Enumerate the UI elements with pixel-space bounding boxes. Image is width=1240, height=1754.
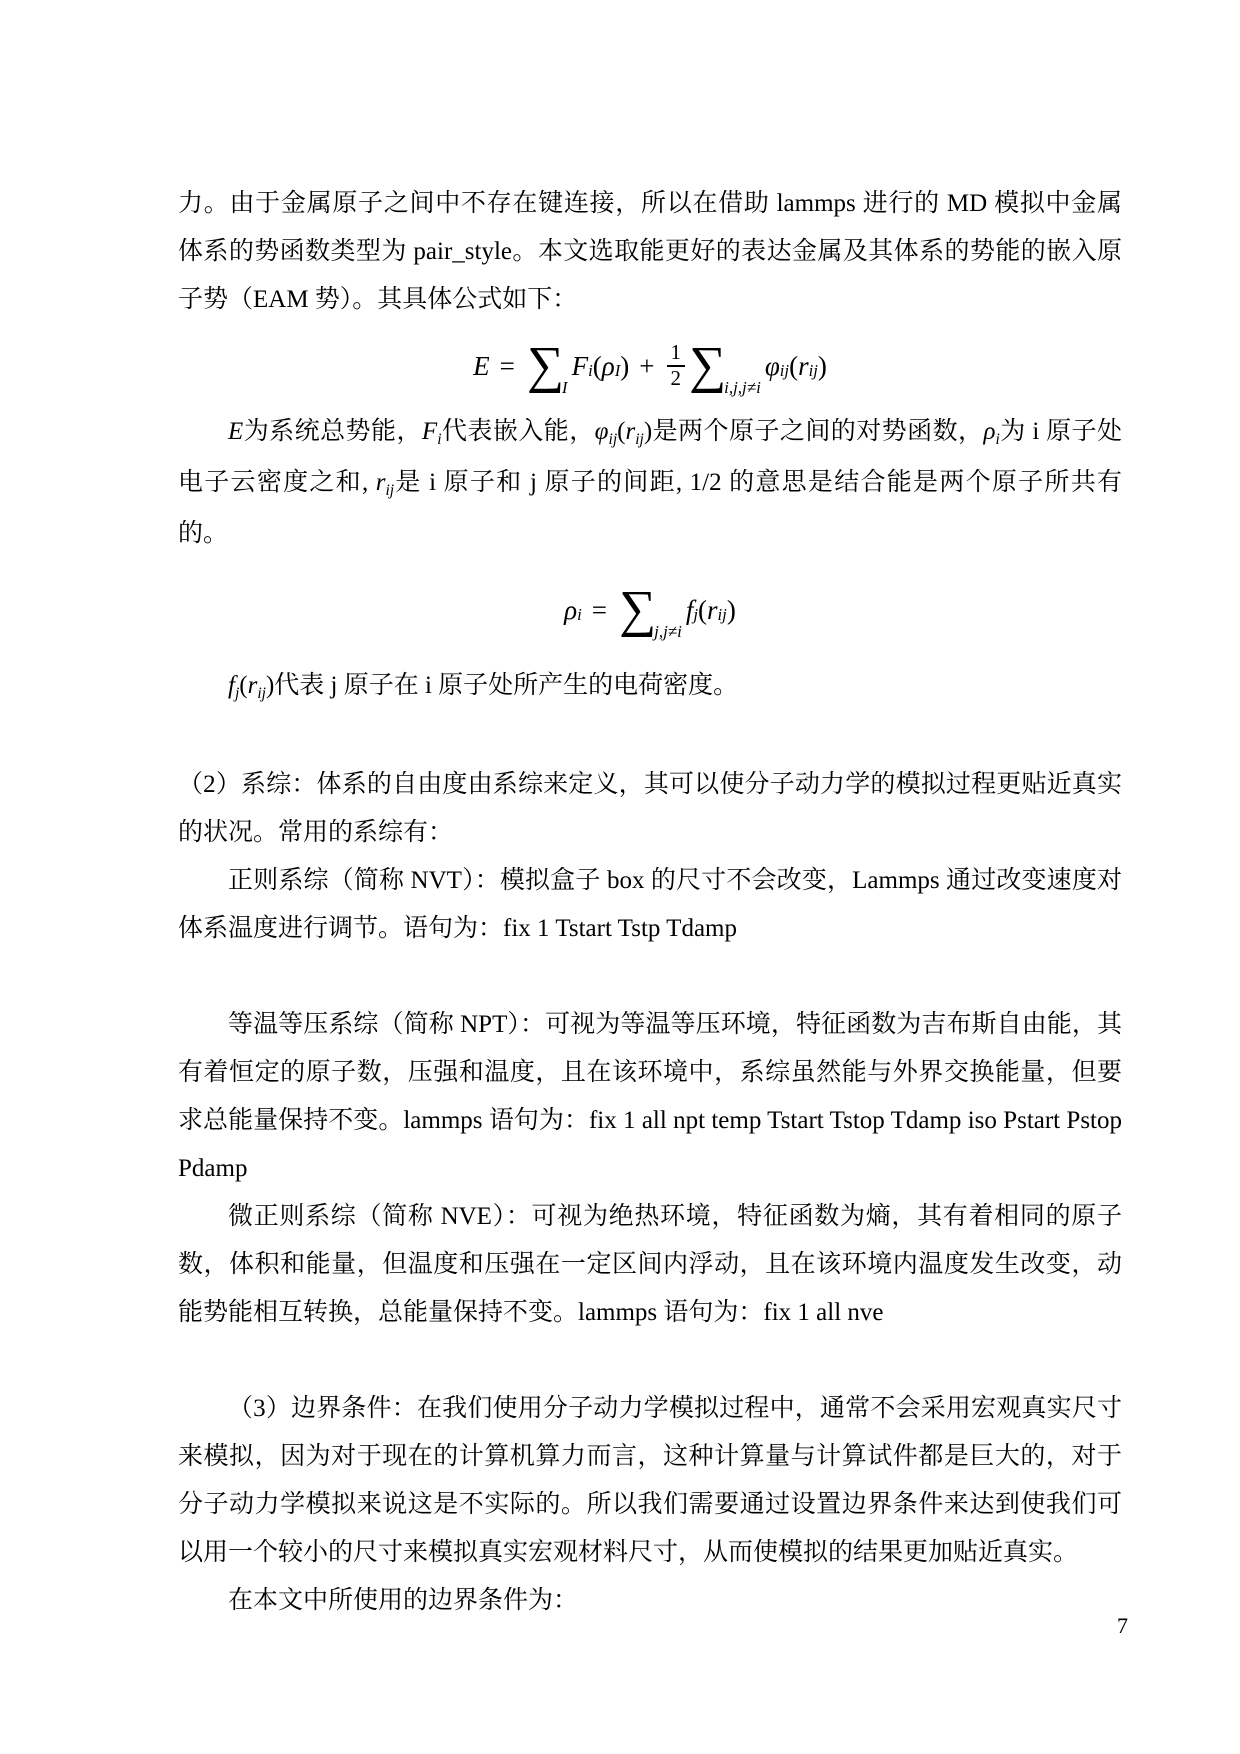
sigma-symbol: ∑ <box>689 336 727 394</box>
sum-operator <box>526 336 568 398</box>
text-run: )代表 j 原子在 i 原子处所产生的电荷密度。 <box>265 672 739 699</box>
paragraph-formula-terms-explanation <box>178 408 1122 558</box>
text-run: 等温等压系综（简称 NPT）：可视为等温等压环境，特征函数为吉布斯自由能，其有着恒定的原子数，压强和温度，且在该环境中，系综虽然能与外界交换能量，但要求总能量保持不变。lammps 语句为：fix 1 all npt temp Tstart Tstop Tdamp iso Pstart Pstop Pdamp <box>178 1011 1122 1182</box>
page-number: 7 <box>1117 1613 1128 1638</box>
math-run: f <box>228 672 235 699</box>
text-run: 为系统总势能， <box>243 418 422 445</box>
formula-total-energy <box>178 324 1122 408</box>
math-run: ij <box>385 482 395 500</box>
formula-electron-density <box>178 558 1122 662</box>
paragraph-nvt-ensemble <box>178 857 1122 953</box>
text-run: ( <box>239 672 248 699</box>
text-run: （3）边界条件：在我们使用分子动力学模拟过程中，通常不会采用宏观真实尺寸来模拟，因为对于现在的计算机算力而言，这种计算量与计算试件都是巨大的，对于分子动力学模拟来说这是不实际的。所以我们需要通过设置边界条件来达到使我们可以用一个较小的尺寸来模拟真实宏观材料尺寸，从而使模拟的结果更加贴近真实。 <box>178 1395 1122 1566</box>
math-run: i <box>995 431 1000 449</box>
paragraph-charge-density-note <box>178 662 1122 713</box>
paragraph-boundary-conditions-used <box>178 1577 1122 1625</box>
text-run: 微正则系综（简称 NVE）：可视为绝热环境，特征函数为熵，其有着相同的原子数，体积和能量，但温度和压强在一定区间内浮动，且在该环境内温度发生改变，动能势能相互转换，总能量保持不变。lammps 语句为：fix 1 all nve <box>178 1203 1122 1326</box>
math-run: F <box>421 418 438 445</box>
text-run: 是 i 原子和 j 原子的间距, 1/2 的意思是结合能是两个原子所共有的。 <box>178 469 1122 547</box>
math-run: f <box>685 594 694 625</box>
paragraph-potential-intro <box>178 180 1122 324</box>
sum-subscript: j,j≠i <box>654 622 682 642</box>
paragraph-ensemble-intro <box>178 761 1122 857</box>
math-run: ij <box>608 431 618 449</box>
paragraph-npt-ensemble <box>178 1001 1122 1193</box>
text-run: 正则系综（简称 NVT）：模拟盒子 box 的尺寸不会改变，Lammps 通过改变速度对体系温度进行调节。语句为：fix 1 Tstart Tstp Tdamp <box>178 867 1122 942</box>
text-run: 为 i 原子处电子云密度之和, <box>178 418 1122 496</box>
math-run: I <box>614 361 621 381</box>
paragraph-boundary-conditions <box>178 1385 1122 1577</box>
math-run: ρ <box>601 350 615 381</box>
paragraph-nve-ensemble <box>178 1193 1122 1337</box>
text-run: = <box>591 594 608 625</box>
math-run: r <box>247 672 258 699</box>
math-run: ρ <box>564 594 578 625</box>
sum-operator <box>689 336 761 398</box>
math-run: i <box>437 431 442 449</box>
text-run: ) <box>620 350 630 381</box>
math-run: E <box>473 350 490 381</box>
math-run: ij <box>808 361 818 381</box>
math-run: r <box>375 469 386 496</box>
math-run: φ <box>764 350 780 381</box>
text-run: + <box>639 350 655 381</box>
text-run: ( <box>592 350 602 381</box>
math-run: ρ <box>983 418 996 445</box>
text-run: ( <box>698 594 708 625</box>
math-run: φ <box>594 418 609 445</box>
fraction-numerator: 1 <box>667 341 686 367</box>
sum-subscript: i,j,j≠i <box>724 378 761 398</box>
text-run: 在本文中所使用的边界条件为： <box>228 1587 579 1614</box>
math-run: i <box>588 361 593 381</box>
sum-operator <box>619 580 682 642</box>
math-run: r <box>625 418 636 445</box>
text-run: 力。由于金属原子之间中不存在键连接，所以在借助 lammps 进行的 MD 模拟中金属体系的势函数类型为 pair_style。本文选取能更好的表达金属及其体系的势能的嵌入原子势（EAM 势）。其具体公式如下： <box>178 190 1122 313</box>
fraction-denominator: 2 <box>670 366 682 390</box>
sigma-symbol: ∑ <box>526 336 564 394</box>
text-run: ( <box>789 350 799 381</box>
text-run: ( <box>617 418 626 445</box>
math-run: E <box>228 418 244 445</box>
math-run: ij <box>779 361 790 381</box>
text-run: = <box>499 350 515 381</box>
sigma-symbol: ∑ <box>619 580 657 638</box>
math-run: j <box>234 685 240 703</box>
text-run: （2）系综：体系的自由度由系综来定义，其可以使分子动力学的模拟过程更贴近真实的状况。常用的系综有： <box>178 771 1122 846</box>
math-run: i <box>577 605 582 625</box>
document-body <box>178 180 1122 1625</box>
math-run: ij <box>635 431 644 449</box>
math-run: r <box>798 350 809 381</box>
sum-subscript: I <box>561 378 568 398</box>
math-run: ij <box>257 685 266 703</box>
text-run: ) <box>817 350 827 381</box>
math-run: r <box>707 594 718 625</box>
text-run: ) <box>726 594 736 625</box>
math-run: j <box>693 605 699 625</box>
fraction <box>667 341 686 390</box>
math-run: ij <box>717 605 727 625</box>
text-run: 代表嵌入能， <box>441 418 595 445</box>
math-run: F <box>571 350 589 381</box>
text-run: )是两个原子之间的对势函数， <box>643 418 984 445</box>
